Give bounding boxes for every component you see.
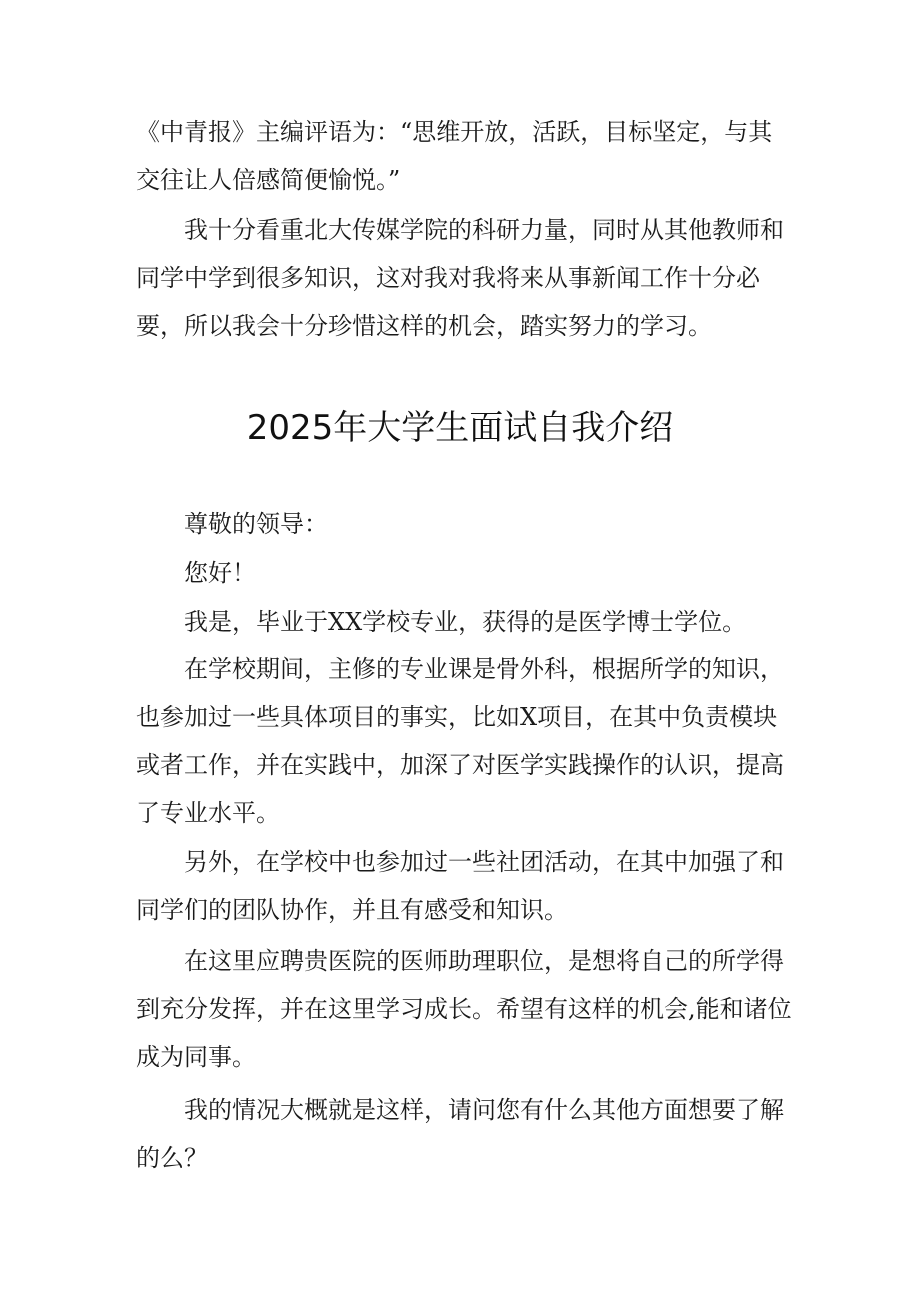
article-title: 2025年大学生面试自我介绍 xyxy=(246,408,674,448)
body-paragraph-4: 在这里应聘贵医院的医师助理职位，是想将自己的所学得到充分发挥，并在这里学习成长。希望有这样的机会,能和诸位成为同事。 xyxy=(136,947,792,1071)
prev-paragraph-2: 我十分看重北大传媒学院的科研力量，同时从其他教师和同学中学到很多知识，这对我对我将来从事新闻工作十分必要，所以我会十分珍惜这样的机会，踏实努力的学习。 xyxy=(136,216,784,340)
body-paragraph-2: 在学校期间，主修的专业课是骨外科，根据所学的知识，也参加过一些具体项目的事实，比如X项目，在其中负责模块或者工作，并在实践中，加深了对医学实践操作的认识，提高了专业水平。 xyxy=(136,655,784,827)
prev-paragraph-1: 《中青报》主编评语为：“思维开放，活跃，目标坚定，与其交往让人倍感简便愉悦。” xyxy=(136,118,773,194)
body-paragraph-1: 我是，毕业于XX学校专业，获得的是医学博士学位。 xyxy=(184,608,747,636)
body-paragraph-5: 我的情况大概就是这样，请问您有什么其他方面想要了解的么？ xyxy=(136,1096,784,1172)
body-paragraph-3: 另外，在学校中也参加过一些社团活动，在其中加强了和同学们的团队协作，并且有感受和知识。 xyxy=(136,848,784,924)
greeting: 您好！ xyxy=(184,559,256,587)
salutation: 尊敬的领导： xyxy=(184,510,328,538)
